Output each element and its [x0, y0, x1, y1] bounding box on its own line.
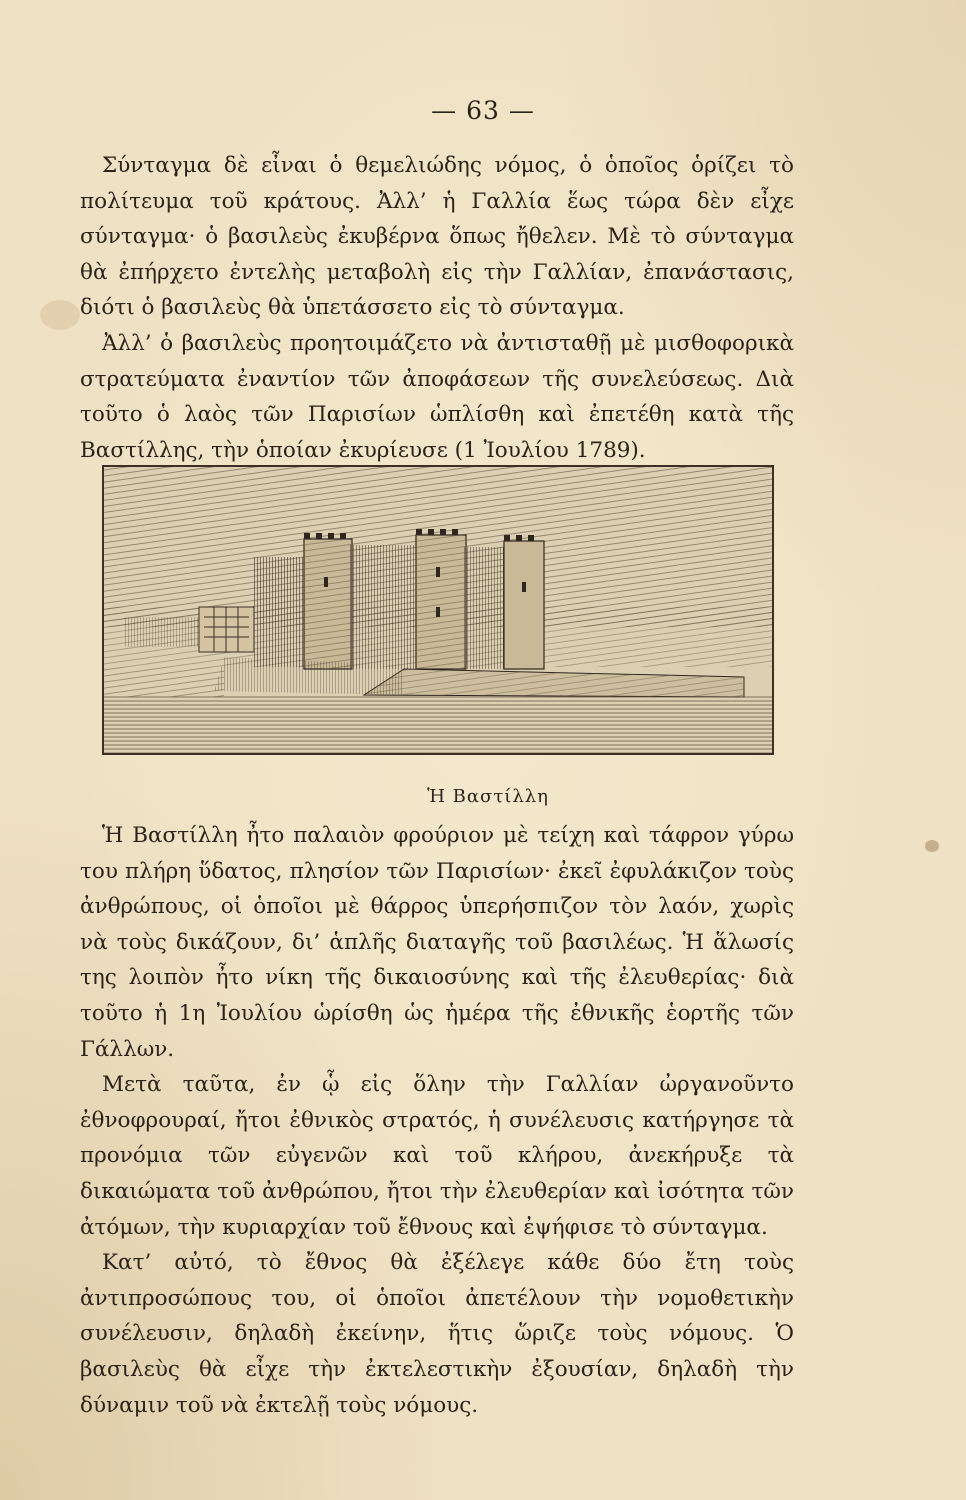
paragraph-constitution-powers: Κατ’ αὐτό, τὸ ἔθνος θὰ ἐξέλεγε κάθε δύο ἔτη τοὺς ἀντιπροσώπους του, οἱ ὁποῖοι ἀπετέλουν τὴν νομοθετικὴν συνέλευσιν, δηλαδὴ ἐκείνην, ἥτις ὥριζε τοὺς νόμους. Ὁ βασιλεὺς θὰ εἶχε τὴν ἐκτελεστικὴν ἐξουσίαν, δηλαδὴ τὴν δύναμιν τοῦ νὰ ἐκτελῇ τοὺς νόμους. — [80, 1250, 794, 1418]
top-text-block — [80, 148, 794, 468]
paper-stain — [925, 840, 939, 852]
bottom-text-block — [80, 818, 794, 1423]
paper-stain — [40, 300, 80, 330]
bastille-engraving — [102, 465, 774, 755]
figure-caption: Ἡ Βαστίλλη — [427, 786, 549, 807]
paragraph-bastille-storming: Ἀλλ’ ὁ βασιλεὺς προητοιμάζετο νὰ ἀντισταθῇ μὲ μισθοφορικὰ στρατεύματα ἐναντίον τῶν ἀποφάσεων τῆς συνελεύσεως. Διὰ τοῦτο ὁ λαὸς τῶν Παρισίων ὡπλίσθη καὶ ἐπετέθη κατὰ τῆς Βαστίλλης, τὴν ὁποίαν ἐκυρίευσε (1 Ἰουλίου 1789). — [80, 330, 794, 463]
paragraph-constitution: Σύνταγμα δὲ εἶναι ὁ θεμελιώδης νόμος, ὁ ὁποῖος ὁρίζει τὸ πολίτευμα τοῦ κράτους. Ἀλλ’ ἡ Γαλλία ἕως τώρα δὲν εἶχε σύνταγμα· ὁ βασιλεὺς ἐκυβέρνα ὅπως ἤθελεν. Μὲ τὸ σύνταγμα θὰ ἐπήρχετο ἐντελὴς μεταβολὴ εἰς τὴν Γαλλίαν, ἐπανάστασις, διότι ὁ βασιλεὺς θὰ ὑπετάσσετο εἰς τὸ σύνταγμα. — [80, 153, 794, 321]
bastille-illustration — [104, 467, 772, 753]
paragraph-assembly-reforms: Μετὰ ταῦτα, ἐν ᾧ εἰς ὅλην τὴν Γαλλίαν ὠργανοῦντο ἐθνοφρουραί, ἤτοι ἐθνικὸς στρατός, ἡ συνέλευσις κατήργησε τὰ προνόμια τῶν εὐγενῶν καὶ τοῦ κλήρου, ἀνεκήρυξε τὰ δικαιώματα τοῦ ἀνθρώπου, ἤτοι τὴν ἐλευθερίαν καὶ ἰσότητα τῶν ἀτόμων, τὴν κυριαρχίαν τοῦ ἔθνους καὶ ἐψήφισε τὸ σύνταγμα. — [80, 1072, 794, 1240]
page-number: — 63 — — [431, 96, 535, 125]
paragraph-bastille-history: Ἡ Βαστίλλη ἦτο παλαιὸν φρούριον μὲ τείχη καὶ τάφρον γύρω του πλήρη ὕδατος, πλησίον τῶν Παρισίων· ἐκεῖ ἐφυλάκιζον τοὺς ἀνθρώπους, οἱ ὁποῖοι μὲ θάρρος ὑπερήσπιζον τὸν λαόν, χωρὶς νὰ τοὺς δικάζουν, δι’ ἁπλῆς διαταγῆς τοῦ βασιλέως. Ἡ ἅλωσίς της λοιπὸν ἦτο νίκη τῆς δικαιοσύνης καὶ τῆς ἐλευθερίας· διὰ τοῦτο ἡ 1η Ἰουλίου ὡρίσθη ὡς ἡμέρα τῆς ἐθνικῆς ἑορτῆς τῶν Γάλλων. — [80, 823, 794, 1062]
